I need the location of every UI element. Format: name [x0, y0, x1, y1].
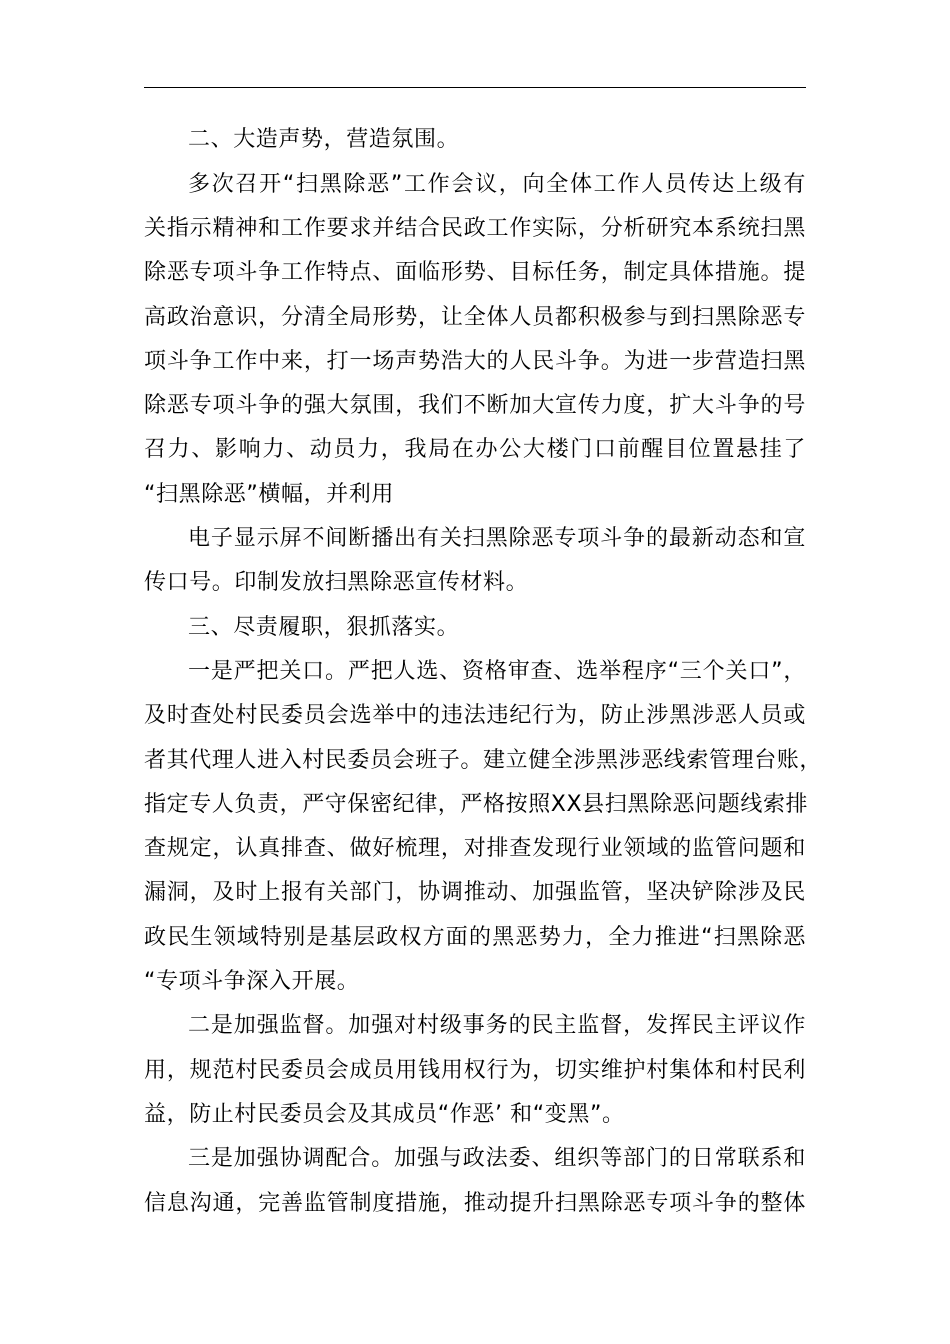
paragraph-line: “专项斗争深入开展。 — [144, 969, 360, 994]
section-heading-3: 三、尽责履职，狠抓落实。 — [188, 615, 460, 640]
paragraph-line: 指定专人负责，严守保密纪律，严格按照XX县扫黑除恶问题线索排 — [144, 792, 809, 817]
paragraph-line: 关指示精神和工作要求并结合民政工作实际，分析研究本系统扫黑 — [144, 216, 806, 241]
paragraph-line: 多次召开“扫黑除恶”工作会议，向全体工作人员传达上级有 — [188, 172, 806, 197]
paragraph-line: 除恶专项斗争的强大氛围，我们不断加大宣传力度，扩大斗争的号 — [144, 393, 806, 418]
paragraph-line: 及时查处村民委员会选举中的违法违纪行为，防止涉黑涉恶人员或 — [144, 703, 806, 728]
paragraph-line: 一是严把关口。严把人选、资格审查、选举程序“三个关口”， — [188, 659, 806, 684]
paragraph-line: 三是加强协调配合。加强与政法委、组织等部门的日常联系和 — [188, 1146, 806, 1171]
paragraph-line: 益，防止村民委员会及其成员“作恶’ 和“变黑”。 — [144, 1102, 625, 1127]
paragraph-line: 高政治意识，分清全局形势，让全体人员都积极参与到扫黑除恶专 — [144, 305, 806, 330]
paragraph-line: 召力、影响力、动员力，我局在办公大楼门口前醒目位置悬挂了 — [144, 437, 806, 462]
paragraph-line: 传口号。印制发放扫黑除恶宣传材料。 — [144, 570, 529, 595]
paragraph-line: “扫黑除恶”横幅，并利用 — [144, 482, 394, 507]
paragraph-line: 者其代理人进入村民委员会班子。建立健全涉黑涉恶线索管理台账， — [144, 748, 823, 773]
paragraph-line: 漏洞，及时上报有关部门，协调推动、加强监管，坚决铲除涉及民 — [144, 880, 806, 905]
paragraph-line: 项斗争工作中来，打一场声势浩大的人民斗争。为进一步营造扫黑 — [144, 349, 806, 374]
paragraph-line: 二是加强监督。加强对村级事务的民主监督，发挥民主评议作 — [188, 1013, 806, 1038]
section-heading-2: 二、大造声势，营造氛围。 — [188, 127, 460, 152]
paragraph-line: 政民生领域特别是基层政权方面的黑恶势力，全力推进“扫黑除恶 — [144, 925, 806, 950]
header-rule — [144, 87, 806, 88]
paragraph-line: 查规定，认真排查、做好梳理，对排查发现行业领域的监管问题和 — [144, 836, 806, 861]
paragraph-line: 用，规范村民委员会成员用钱用权行为，切实维护村集体和村民利 — [144, 1058, 806, 1083]
paragraph-line: 电子显示屏不间断播出有关扫黑除恶专项斗争的最新动态和宣 — [188, 526, 806, 551]
paragraph-line: 信息沟通，完善监管制度措施，推动提升扫黑除恶专项斗争的整体 — [144, 1191, 806, 1216]
paragraph-line: 除恶专项斗争工作特点、面临形势、目标任务，制定具体措施。提 — [144, 260, 806, 285]
